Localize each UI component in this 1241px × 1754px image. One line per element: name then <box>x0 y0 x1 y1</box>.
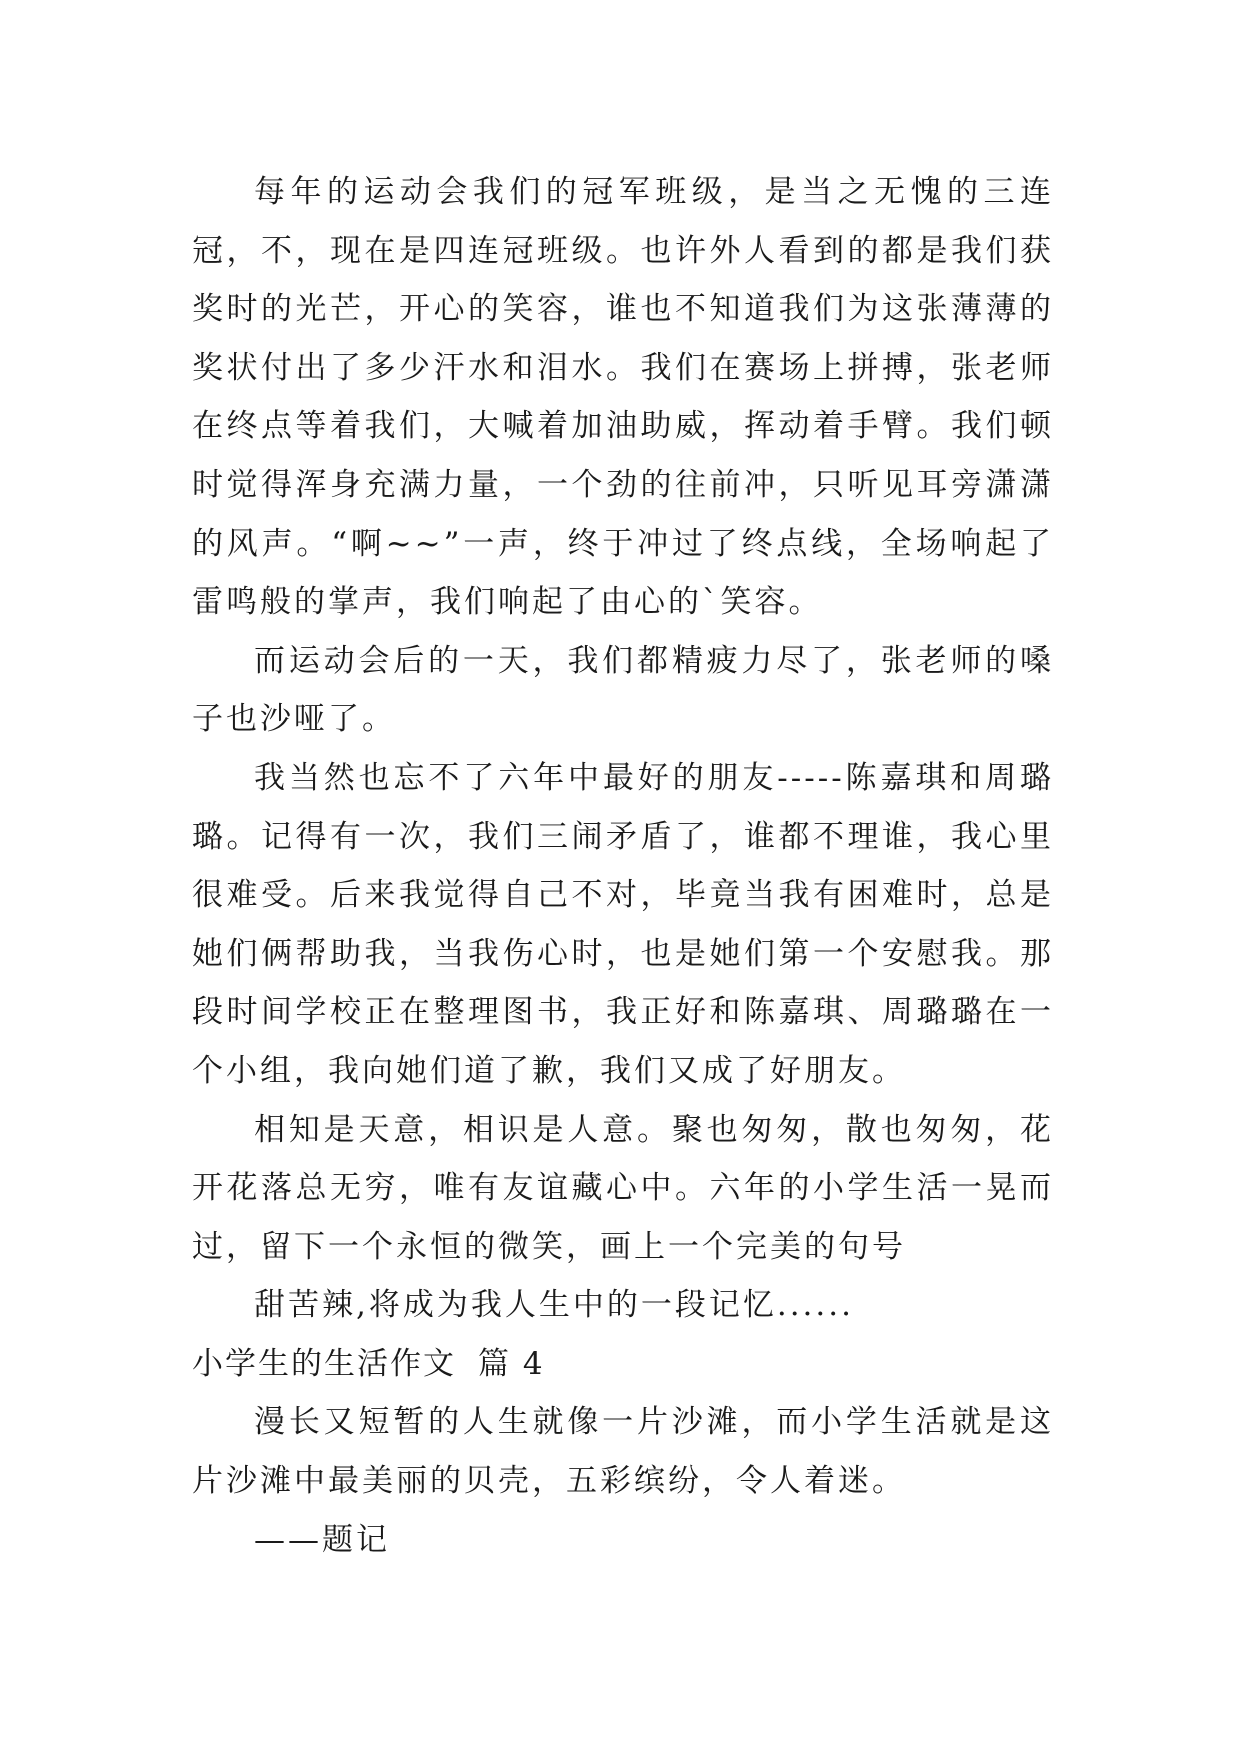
section-heading <box>192 1335 1054 1394</box>
paragraph-after-sports-meet: 而运动会后的一天，我们都精疲力尽了，张老师的嗓子也沙哑了。 <box>192 642 1054 738</box>
section-heading-number: 篇 4 <box>478 1345 545 1382</box>
paragraph-epigraph-attribution: ——题记 <box>254 1521 390 1558</box>
paragraph-memory: 甜苦辣,将成为我人生中的一段记忆...... <box>254 1287 854 1324</box>
section-heading-title: 小学生的生活作文 <box>192 1345 456 1382</box>
paragraph-friends: 我当然也忘不了六年中最好的朋友-----陈嘉琪和周璐璐。记得有一次，我们三闹矛盾了，谁都不理谁，我心里很难受。后来我觉得自己不对，毕竟当我有困难时，总是她们俩帮助我，当我伤心时，也是她们第一个安慰我。那段时间学校正在整理图书，我正好和陈嘉琪、周璐璐在一个小组，我向她们道了歉，我们又成了好朋友。 <box>192 759 1054 1089</box>
document-body <box>192 163 1054 1569</box>
paragraph-intro: 漫长又短暂的人生就像一片沙滩，而小学生活就是这片沙滩中最美丽的贝壳，五彩缤纷，令人着迷。 <box>192 1404 1054 1500</box>
paragraph-friendship: 相知是天意，相识是人意。聚也匆匆，散也匆匆，花开花落总无穷，唯有友谊藏心中。六年的小学生活一晃而过，留下一个永恒的微笑，画上一个完美的句号 <box>192 1111 1054 1265</box>
paragraph-sports-meet: 每年的运动会我们的冠军班级，是当之无愧的三连冠，不，现在是四连冠班级。也许外人看到的都是我们获奖时的光芒，开心的笑容，谁也不知道我们为这张薄薄的奖状付出了多少汗水和泪水。我们在赛场上拼搏，张老师在终点等着我们，大喊着加油助威，挥动着手臂。我们顿时觉得浑身充满力量，一个劲的往前冲，只听见耳旁潇潇的风声。“啊~~”一声，终于冲过了终点线，全场响起了雷鸣般的掌声，我们响起了由心的`笑容。 <box>192 174 1054 621</box>
